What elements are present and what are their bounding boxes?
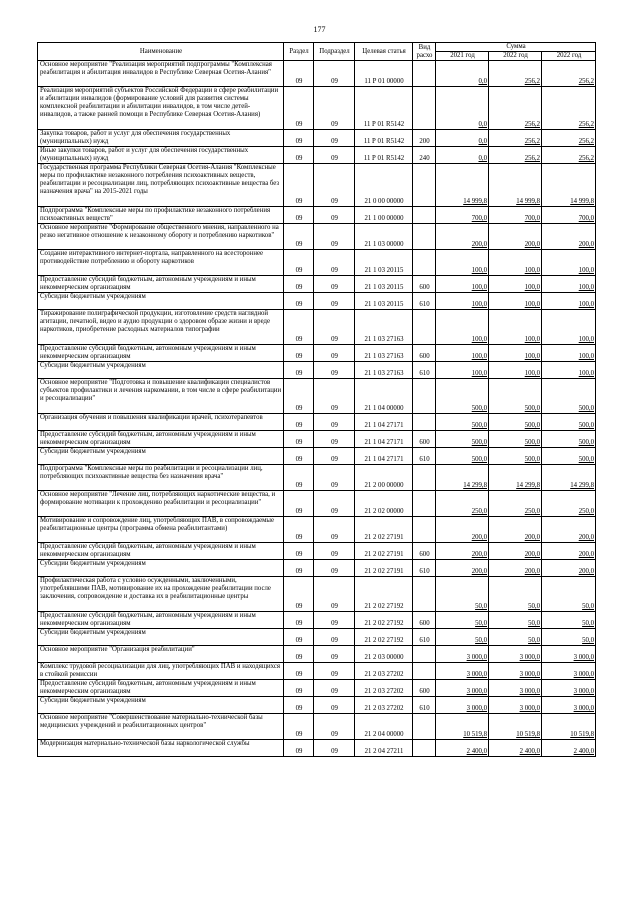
row-target: 21 1 03 27163	[355, 345, 413, 362]
row-value-2022: 256,2	[489, 130, 542, 147]
budget-table	[37, 42, 596, 757]
row-value-2023: 500,0	[542, 379, 596, 414]
row-section: 09	[284, 276, 314, 293]
row-section: 09	[284, 293, 314, 310]
row-section: 09	[284, 680, 314, 697]
table-row	[38, 491, 596, 517]
table-row	[38, 207, 596, 224]
row-subsection: 09	[314, 491, 355, 517]
row-section: 09	[284, 414, 314, 431]
header-target: Целевая статья	[355, 43, 413, 61]
row-value-2022: 500,0	[489, 414, 542, 431]
row-value-2021: 500,0	[436, 379, 489, 414]
row-subsection: 09	[314, 680, 355, 697]
row-subsection: 09	[314, 414, 355, 431]
row-name: Подпрограмма "Комплексные меры по профилактике незаконного потребления психоактивных веществ"	[38, 207, 284, 224]
row-name: Субсидии бюджетным учреждениям	[38, 293, 284, 310]
row-name: Реализация мероприятий субъектов Российской Федерации в сфере реабилитации и абилитации инвалидов (формирование условий для развития системы комплексной реабилитации и абилитации инвалидов, в том числе детей-инвалидов, а также ранней помощи в Республике Северная Осетия-Алания)	[38, 87, 284, 130]
row-value-2022: 100,0	[489, 276, 542, 293]
row-subsection: 09	[314, 362, 355, 379]
row-subsection: 09	[314, 310, 355, 345]
row-value-2021: 0,0	[436, 130, 489, 147]
row-value-2021: 250,0	[436, 491, 489, 517]
row-name: Субсидии бюджетным учреждениям	[38, 362, 284, 379]
row-target: 11 Р 01 R5142	[355, 87, 413, 130]
row-section: 09	[284, 612, 314, 629]
row-section: 09	[284, 560, 314, 577]
row-section: 09	[284, 164, 314, 207]
row-value-2021: 500,0	[436, 431, 489, 448]
row-subsection: 09	[314, 207, 355, 224]
row-value-2023: 100,0	[542, 345, 596, 362]
page-number: 177	[313, 25, 326, 34]
row-value-2021: 200,0	[436, 517, 489, 543]
row-section: 09	[284, 465, 314, 491]
row-value-2021: 0,0	[436, 61, 489, 87]
row-target: 11 Р 01 00000	[355, 61, 413, 87]
row-value-2021: 3 000,0	[436, 680, 489, 697]
row-target: 21 1 03 20115	[355, 250, 413, 276]
row-value-2023: 10 519,8	[542, 714, 596, 740]
row-value-2022: 50,0	[489, 612, 542, 629]
row-value-2021: 100,0	[436, 310, 489, 345]
row-value-2023: 3 000,0	[542, 663, 596, 680]
header-year-2021: 2021 год	[436, 52, 489, 61]
row-value-2022: 14 999,8	[489, 164, 542, 207]
row-expense-type: 610	[413, 448, 436, 465]
row-target: 21 1 04 27171	[355, 414, 413, 431]
row-value-2021: 14 299,8	[436, 465, 489, 491]
row-expense-type	[413, 517, 436, 543]
row-subsection: 09	[314, 714, 355, 740]
row-value-2022: 50,0	[489, 577, 542, 612]
row-subsection: 09	[314, 663, 355, 680]
row-subsection: 09	[314, 740, 355, 757]
table-row	[38, 164, 596, 207]
row-subsection: 09	[314, 379, 355, 414]
row-target: 11 Р 01 R5142	[355, 147, 413, 164]
table-row	[38, 87, 596, 130]
row-value-2022: 256,2	[489, 87, 542, 130]
row-value-2023: 250,0	[542, 491, 596, 517]
row-value-2023: 256,2	[542, 147, 596, 164]
row-name: Субсидии бюджетным учреждениям	[38, 697, 284, 714]
table-row	[38, 629, 596, 646]
row-value-2021: 50,0	[436, 629, 489, 646]
row-value-2022: 500,0	[489, 448, 542, 465]
row-section: 09	[284, 543, 314, 560]
row-expense-type	[413, 646, 436, 663]
row-value-2022: 3 000,0	[489, 680, 542, 697]
row-expense-type: 200	[413, 130, 436, 147]
row-name: Субсидии бюджетным учреждениям	[38, 560, 284, 577]
row-name: Основное мероприятие "Формирование общественного мнения, направленного на резко негативное отношение к незаконному обороту и потреблению наркотиков"	[38, 224, 284, 250]
row-value-2022: 2 400,0	[489, 740, 542, 757]
row-expense-type: 600	[413, 543, 436, 560]
header-sum: Сумма	[436, 43, 596, 52]
row-value-2022: 100,0	[489, 250, 542, 276]
row-target: 11 Р 01 R5142	[355, 130, 413, 147]
row-expense-type	[413, 87, 436, 130]
row-target: 21 0 00 00000	[355, 164, 413, 207]
row-value-2021: 50,0	[436, 612, 489, 629]
row-section: 09	[284, 431, 314, 448]
table-row	[38, 362, 596, 379]
table-row	[38, 697, 596, 714]
row-value-2021: 0,0	[436, 87, 489, 130]
row-target: 21 1 04 27171	[355, 431, 413, 448]
row-value-2022: 100,0	[489, 345, 542, 362]
row-subsection: 09	[314, 465, 355, 491]
row-section: 09	[284, 517, 314, 543]
row-value-2022: 14 299,8	[489, 465, 542, 491]
row-name: Основное мероприятие "Совершенствование материально-технической базы медицинских учреждений и реабилитационных центров"	[38, 714, 284, 740]
row-subsection: 09	[314, 697, 355, 714]
row-value-2023: 100,0	[542, 276, 596, 293]
row-value-2023: 100,0	[542, 310, 596, 345]
row-name: Тиражирование полиграфической продукции, изготовление средств наглядной агитации, печатной, видео и аудио продукции о здоровом образе жизни и вреде наркотиков, приобретение расходных материалов типографии	[38, 310, 284, 345]
row-target: 21 2 04 00000	[355, 714, 413, 740]
row-expense-type: 610	[413, 560, 436, 577]
row-expense-type	[413, 310, 436, 345]
row-value-2023: 14 299,8	[542, 465, 596, 491]
row-target: 21 2 03 00000	[355, 646, 413, 663]
row-value-2023: 3 000,0	[542, 646, 596, 663]
row-expense-type: 610	[413, 697, 436, 714]
row-target: 21 1 04 27171	[355, 448, 413, 465]
row-value-2022: 3 000,0	[489, 646, 542, 663]
row-value-2021: 200,0	[436, 224, 489, 250]
row-name: Государственная программа Республики Северная Осетия-Алания "Комплексные меры по профилактике незаконного потребления психоактивных веществ, реабилитации и ресоциализации лиц, потребляющих психоактивные вещества без назначения врача" на 2015-2021 годы	[38, 164, 284, 207]
row-subsection: 09	[314, 276, 355, 293]
row-value-2022: 200,0	[489, 224, 542, 250]
table-body	[38, 61, 596, 757]
row-name: Предоставление субсидий бюджетным, автономным учреждениям и иным некоммерческим организациям	[38, 431, 284, 448]
row-section: 09	[284, 448, 314, 465]
row-target: 21 2 03 27202	[355, 680, 413, 697]
header-subsection: Подраздел	[314, 43, 355, 61]
header-section: Раздел	[284, 43, 314, 61]
row-name: Профилактическая работа с условно осужденными, заключенными, употреблявшими ПАВ, мотивирование их на прохождение реабилитации после заключения, сопровождение и доставка их в реабилитационные центры	[38, 577, 284, 612]
row-expense-type	[413, 250, 436, 276]
row-expense-type	[413, 379, 436, 414]
row-subsection: 09	[314, 164, 355, 207]
row-expense-type	[413, 577, 436, 612]
row-value-2023: 256,2	[542, 130, 596, 147]
row-value-2021: 10 519,8	[436, 714, 489, 740]
row-value-2022: 256,2	[489, 147, 542, 164]
row-value-2023: 500,0	[542, 448, 596, 465]
table-row	[38, 414, 596, 431]
row-subsection: 09	[314, 577, 355, 612]
row-expense-type	[413, 714, 436, 740]
table-row	[38, 714, 596, 740]
row-expense-type	[413, 207, 436, 224]
row-section: 09	[284, 250, 314, 276]
row-name: Предоставление субсидий бюджетным, автономным учреждениям и иным некоммерческим организациям	[38, 276, 284, 293]
row-value-2021: 2 400,0	[436, 740, 489, 757]
row-target: 21 2 03 27202	[355, 697, 413, 714]
table-row	[38, 517, 596, 543]
table-row	[38, 560, 596, 577]
row-expense-type: 600	[413, 431, 436, 448]
row-value-2023: 500,0	[542, 414, 596, 431]
row-subsection: 09	[314, 612, 355, 629]
row-value-2022: 256,2	[489, 61, 542, 87]
row-name: Основное мероприятие "Организация реабилитации"	[38, 646, 284, 663]
row-target: 21 1 03 20115	[355, 276, 413, 293]
row-section: 09	[284, 714, 314, 740]
row-value-2021: 200,0	[436, 543, 489, 560]
row-value-2021: 100,0	[436, 293, 489, 310]
row-name: Основное мероприятие "Подготовка и повышение квалификации специалистов субъектов профилактики и лечения наркомании, в том числе в сфере реабилитации и ресоциализации"	[38, 379, 284, 414]
row-section: 09	[284, 87, 314, 130]
row-section: 09	[284, 379, 314, 414]
row-expense-type: 600	[413, 612, 436, 629]
table-row	[38, 276, 596, 293]
row-expense-type: 600	[413, 276, 436, 293]
row-target: 21 1 04 00000	[355, 379, 413, 414]
row-expense-type: 610	[413, 362, 436, 379]
row-name: Основное мероприятие "Реализация мероприятий подпрограммы "Комплексная реабилитация и абилитация инвалидов в Республике Северная Осетия-Алания"	[38, 61, 284, 87]
row-name: Предоставление субсидий бюджетным, автономным учреждениям и иным некоммерческим организациям	[38, 543, 284, 560]
row-value-2022: 100,0	[489, 362, 542, 379]
row-expense-type: 610	[413, 629, 436, 646]
table-row	[38, 345, 596, 362]
row-section: 09	[284, 130, 314, 147]
table-row	[38, 543, 596, 560]
table-row	[38, 147, 596, 164]
row-name: Субсидии бюджетным учреждениям	[38, 448, 284, 465]
row-value-2022: 200,0	[489, 517, 542, 543]
row-target: 21 2 04 27211	[355, 740, 413, 757]
row-subsection: 09	[314, 147, 355, 164]
row-value-2023: 256,2	[542, 87, 596, 130]
row-name: Иные закупки товаров, работ и услуг для обеспечения государственных (муниципальных) нужд	[38, 147, 284, 164]
row-subsection: 09	[314, 250, 355, 276]
row-value-2023: 50,0	[542, 629, 596, 646]
table-row	[38, 310, 596, 345]
row-target: 21 1 03 00000	[355, 224, 413, 250]
row-expense-type	[413, 740, 436, 757]
row-value-2021: 3 000,0	[436, 697, 489, 714]
row-section: 09	[284, 646, 314, 663]
row-value-2023: 2 400,0	[542, 740, 596, 757]
row-value-2022: 10 519,8	[489, 714, 542, 740]
row-value-2021: 500,0	[436, 448, 489, 465]
row-target: 21 2 02 27192	[355, 629, 413, 646]
row-name: Закупка товаров, работ и услуг для обеспечения государственных (муниципальных) нужд	[38, 130, 284, 147]
table-row	[38, 740, 596, 757]
row-expense-type: 600	[413, 680, 436, 697]
row-section: 09	[284, 491, 314, 517]
row-expense-type	[413, 414, 436, 431]
row-value-2021: 0,0	[436, 147, 489, 164]
row-subsection: 09	[314, 646, 355, 663]
row-target: 21 1 03 27163	[355, 310, 413, 345]
row-value-2023: 3 000,0	[542, 680, 596, 697]
row-value-2021: 500,0	[436, 414, 489, 431]
table-row	[38, 224, 596, 250]
table-row	[38, 293, 596, 310]
row-value-2022: 100,0	[489, 293, 542, 310]
table-row	[38, 130, 596, 147]
row-target: 21 2 00 00000	[355, 465, 413, 491]
row-subsection: 09	[314, 224, 355, 250]
row-expense-type	[413, 224, 436, 250]
row-target: 21 2 02 27192	[355, 577, 413, 612]
row-target: 21 1 00 00000	[355, 207, 413, 224]
row-subsection: 09	[314, 130, 355, 147]
row-expense-type	[413, 491, 436, 517]
row-value-2022: 50,0	[489, 629, 542, 646]
row-section: 09	[284, 310, 314, 345]
row-subsection: 09	[314, 560, 355, 577]
row-subsection: 09	[314, 61, 355, 87]
row-expense-type	[413, 164, 436, 207]
row-value-2021: 50,0	[436, 577, 489, 612]
row-section: 09	[284, 147, 314, 164]
row-value-2023: 3 000,0	[542, 697, 596, 714]
row-value-2023: 50,0	[542, 612, 596, 629]
header-year-2022-b: 2022 год	[542, 52, 596, 61]
row-subsection: 09	[314, 629, 355, 646]
row-subsection: 09	[314, 345, 355, 362]
table-row	[38, 379, 596, 414]
row-section: 09	[284, 663, 314, 680]
table-row	[38, 61, 596, 87]
row-value-2023: 700,0	[542, 207, 596, 224]
row-section: 09	[284, 740, 314, 757]
row-value-2021: 200,0	[436, 560, 489, 577]
row-name: Модернизация материально-технической базы наркологической службы	[38, 740, 284, 757]
row-section: 09	[284, 224, 314, 250]
row-target: 21 2 02 00000	[355, 491, 413, 517]
row-expense-type	[413, 663, 436, 680]
row-subsection: 09	[314, 543, 355, 560]
row-section: 09	[284, 362, 314, 379]
table-row	[38, 663, 596, 680]
table-row	[38, 680, 596, 697]
row-expense-type: 610	[413, 293, 436, 310]
row-value-2023: 200,0	[542, 517, 596, 543]
row-target: 21 1 03 20115	[355, 293, 413, 310]
row-target: 21 2 03 27202	[355, 663, 413, 680]
header-name: Наименование	[38, 43, 284, 61]
row-target: 21 2 02 27191	[355, 560, 413, 577]
row-expense-type	[413, 465, 436, 491]
table-row	[38, 250, 596, 276]
table-row	[38, 465, 596, 491]
row-value-2021: 3 000,0	[436, 663, 489, 680]
row-value-2022: 3 000,0	[489, 663, 542, 680]
table-row	[38, 646, 596, 663]
row-expense-type	[413, 61, 436, 87]
row-section: 09	[284, 207, 314, 224]
row-subsection: 09	[314, 293, 355, 310]
row-value-2021: 3 000,0	[436, 646, 489, 663]
row-name: Субсидии бюджетным учреждениям	[38, 629, 284, 646]
row-name: Основное мероприятие "Лечение лиц, потребляющих наркотические вещества, и формирование мотивации к прохождению реабилитации и ресоциализации"	[38, 491, 284, 517]
row-value-2022: 200,0	[489, 560, 542, 577]
row-value-2023: 100,0	[542, 293, 596, 310]
table-row	[38, 612, 596, 629]
row-name: Предоставление субсидий бюджетным, автономным учреждениям и иным некоммерческим организациям	[38, 612, 284, 629]
row-name: Подпрограмма "Комплексные меры по реабилитации и ресоциализации лиц, потребляющих психоактивные вещества без назначения врача"	[38, 465, 284, 491]
row-value-2022: 500,0	[489, 379, 542, 414]
row-value-2022: 200,0	[489, 543, 542, 560]
row-value-2023: 500,0	[542, 431, 596, 448]
row-value-2023: 200,0	[542, 224, 596, 250]
row-value-2022: 500,0	[489, 431, 542, 448]
row-expense-type: 240	[413, 147, 436, 164]
row-target: 21 2 02 27191	[355, 517, 413, 543]
table-row	[38, 431, 596, 448]
row-value-2023: 256,2	[542, 61, 596, 87]
row-value-2021: 14 999,8	[436, 164, 489, 207]
row-value-2023: 100,0	[542, 250, 596, 276]
row-value-2021: 700,0	[436, 207, 489, 224]
row-subsection: 09	[314, 87, 355, 130]
row-target: 21 2 02 27191	[355, 543, 413, 560]
row-value-2023: 100,0	[542, 362, 596, 379]
row-value-2023: 50,0	[542, 577, 596, 612]
row-value-2022: 250,0	[489, 491, 542, 517]
table-row	[38, 448, 596, 465]
row-name: Организация обучения и повышения квалификации врачей, психотерапевтов	[38, 414, 284, 431]
row-name: Предоставление субсидий бюджетным, автономным учреждениям и иным некоммерческим организациям	[38, 345, 284, 362]
row-subsection: 09	[314, 448, 355, 465]
row-value-2022: 3 000,0	[489, 697, 542, 714]
row-value-2021: 100,0	[436, 362, 489, 379]
row-section: 09	[284, 697, 314, 714]
row-value-2023: 200,0	[542, 543, 596, 560]
row-section: 09	[284, 577, 314, 612]
row-section: 09	[284, 345, 314, 362]
row-value-2021: 100,0	[436, 250, 489, 276]
row-value-2022: 700,0	[489, 207, 542, 224]
row-name: Предоставление субсидий бюджетным, автономным учреждениям и иным некоммерческим организациям	[38, 680, 284, 697]
row-value-2023: 200,0	[542, 560, 596, 577]
row-name: Мотивирование и сопровождение лиц, употребляющих ПАВ, в сопровождаемые реабилитационные центры (программа обмена реабилитантами)	[38, 517, 284, 543]
row-name: Комплекс трудовой ресоциализации для лиц, употребляющих ПАВ и находящихся в стойкой ремиссии	[38, 663, 284, 680]
row-value-2023: 14 999,8	[542, 164, 596, 207]
row-name: Создание интерактивного интернет-портала, направленного на всестороннее противодействие потреблению и обороту наркотиков	[38, 250, 284, 276]
row-section: 09	[284, 61, 314, 87]
row-subsection: 09	[314, 517, 355, 543]
row-target: 21 1 03 27163	[355, 362, 413, 379]
row-value-2021: 100,0	[436, 276, 489, 293]
row-section: 09	[284, 629, 314, 646]
row-subsection: 09	[314, 431, 355, 448]
row-target: 21 2 02 27192	[355, 612, 413, 629]
row-value-2022: 100,0	[489, 310, 542, 345]
header-expense-type: Вид расхо	[413, 43, 436, 61]
header-year-2022: 2022 год	[489, 52, 542, 61]
table-row	[38, 577, 596, 612]
row-expense-type: 600	[413, 345, 436, 362]
row-value-2021: 100,0	[436, 345, 489, 362]
